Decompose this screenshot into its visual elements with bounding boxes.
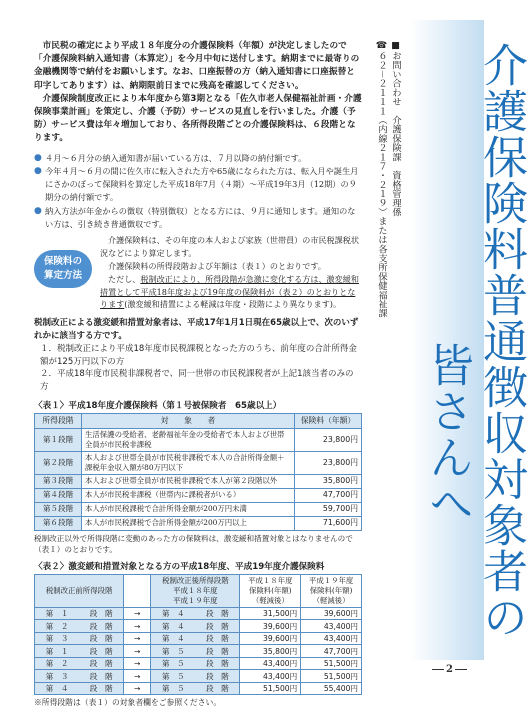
- table-cell: 第 ４: [151, 620, 196, 633]
- table2-caption: 〈表２〉激変緩和措置対象となる方の平成18年度、平成19年度介護保険料: [34, 561, 325, 572]
- calculation-section: [34, 234, 362, 311]
- table-cell: 第 ４: [151, 632, 196, 645]
- bullet-dot-icon: ●: [34, 166, 42, 177]
- bullet-dot-icon: ●: [34, 152, 42, 163]
- table-cell: →: [124, 682, 151, 695]
- table-row: [35, 502, 362, 516]
- calculation-text: 介護保険料は、その年度の本人および家族（世帯員）の市民税課税状況などにより算定します。 介護保険料の所得段階および年額は（表１）のとおりです。 ただし、税制改正により、所得段階が急激に変化する方は、激変緩和措置として平成18年度および19年度の保険料が（表２）のとおりとなります(激変緩和措置による軽減は年度・段階により異なります)。: [100, 235, 359, 310]
- table-cell: 39,600円: [240, 632, 301, 645]
- table-cell: 第 ２: [35, 657, 80, 670]
- table-cell: →: [124, 632, 151, 645]
- table-cell: →: [124, 670, 151, 683]
- table-cell: 第２段階: [35, 451, 82, 474]
- table-cell: 段 階: [79, 645, 124, 658]
- table-cell: →: [124, 645, 151, 658]
- table-cell: 51,500円: [240, 682, 301, 695]
- table-cell: 段 階: [79, 682, 124, 695]
- table-cell: 段 階: [79, 670, 124, 683]
- table-cell: 第 ５: [151, 682, 196, 695]
- table-cell: 段 階: [195, 645, 240, 658]
- table-cell: 本人および世帯全員が市民税非課税で本人の合計所得金額＋課税年金収入額が80万円以下: [82, 451, 295, 474]
- table-cell: 23,800円: [295, 451, 362, 474]
- table-cell: 第 ４: [151, 607, 196, 620]
- table1-caption: 〈表１〉平成18年度介護保険料（第１号被保険者 65歳以上）: [34, 400, 282, 411]
- table-cell: 段 階: [79, 620, 124, 633]
- table-cell: 第 ５: [151, 645, 196, 658]
- main-column: [34, 40, 362, 708]
- contact-line-2: ☎６２－２１１１（内線２１７・２１９）または各支所保健福祉課: [376, 40, 387, 318]
- table-cell: 第１段階: [35, 428, 82, 451]
- table-cell: 第 ５: [151, 657, 196, 670]
- table-cell: 段 階: [79, 607, 124, 620]
- table-cell: →: [124, 657, 151, 670]
- table-cell: 第６段階: [35, 516, 82, 530]
- intro-paragraph-2: 介護保険制度改正により本年度から第3期となる「佐久市老人保健福祉計画・介護保険事業計画」を策定し、介護（予防）サービスの見直しを行いました。介護（予防）サービス費は年々増加しており、各所得段階ごとの介護保険料は、６段階となります。: [34, 93, 362, 144]
- table-header: 保険料（年額）: [295, 413, 362, 428]
- table-cell: 第 ５: [151, 670, 196, 683]
- table-cell: 23,800円: [295, 428, 362, 451]
- intro-paragraph-1: 市民税の確定により平成１８年度分の介護保険料（年額）が決定しましたので「介護保険料納入通知書（本算定）」を今月中旬に送付します。納期までに最寄りの金融機関等で納付をお願いします。なお、口座振替の方（納入通知書に口座振替と印字してあります）は、納期限前日までに残高を確認してください。: [34, 41, 360, 91]
- table-row: [35, 632, 362, 645]
- table-header: 対 象 者: [82, 413, 295, 428]
- table-row: [35, 657, 362, 670]
- table-cell: 47,700円: [295, 488, 362, 502]
- table-cell: 第 ２: [35, 620, 80, 633]
- table-cell: 71,600円: [295, 516, 362, 530]
- contact-info: [362, 40, 410, 610]
- page-title: 介護保険料普通徴収対象者の 皆さんへ: [421, 42, 528, 640]
- eligibility-item: ２．平成18年度市民税非課税者で、同一世帯の市民税課税者が上記1該当者のみの方: [40, 369, 354, 393]
- table-row: [35, 620, 362, 633]
- bullet-list: [34, 152, 362, 231]
- table-cell: 本人が市民税非課税（世帯内に課税者がいる）: [82, 488, 295, 502]
- table-header: 税制改正後所得段階 平成１８年度 平成１９年度: [151, 574, 240, 607]
- table-cell: 生活保護の受給者、老齢福祉年金の受給者で本人および世帯全員が市民税非課税: [82, 428, 295, 451]
- table-row: [35, 607, 362, 620]
- table-cell: →: [124, 607, 151, 620]
- table-cell: 59,700円: [295, 502, 362, 516]
- table-cell: 35,800円: [295, 474, 362, 488]
- table-header: 平成１８年度 保険料(年額) （軽減後）: [240, 574, 301, 607]
- bullet-item: ● 納入方法が年金からの徴収（特別徴収）となる方には、９月に通知します。通知のない方は、引き続き普通徴収です。: [34, 205, 356, 229]
- table-cell: 35,800円: [240, 645, 301, 658]
- table-cell: 段 階: [79, 632, 124, 645]
- premium-table: [34, 413, 362, 531]
- table-cell: 段 階: [195, 682, 240, 695]
- bullet-item: ● ４月～６月分の納入通知書が届いている方は、７月以降の納付額です。: [34, 152, 307, 163]
- contact-line-1: ■お問い合わせ 介護保険課 資格管理係: [390, 40, 401, 217]
- table-cell: 43,400円: [240, 670, 301, 683]
- table-cell: 第 １: [35, 645, 80, 658]
- table-cell: 第 １: [35, 607, 80, 620]
- table-cell: 47,700円: [301, 645, 362, 658]
- calculation-badge: 保険料の 算定方法: [34, 250, 92, 288]
- table-cell: 51,500円: [301, 670, 362, 683]
- mitigation-table: [34, 574, 362, 696]
- title-band: [410, 20, 528, 660]
- eligibility-lead: 税制改正による激変緩和措置対象者は、平成17年1月1日現在65歳以上で、次のいずれかに該当する方です。: [34, 318, 359, 341]
- table-cell: 第 ４: [35, 682, 80, 695]
- table-row: [35, 670, 362, 683]
- table-cell: 段 階: [195, 670, 240, 683]
- table-cell: →: [124, 620, 151, 633]
- table-header: 税制改正前所得段階: [35, 574, 124, 607]
- table-header: 平成１９年度 保険料(年額) （軽減後）: [301, 574, 362, 607]
- table-cell: 本人および世帯全員が市民税非課税で本人が第２段階以外: [82, 474, 295, 488]
- table-row: [35, 474, 362, 488]
- table-row: [35, 428, 362, 451]
- table2-footnote: ※所得段階は（表１）の対象者欄をご参照ください。: [34, 698, 222, 708]
- table-cell: 51,500円: [301, 657, 362, 670]
- table-cell: 本人が市民税課税で合計所得金額が200万円以上: [82, 516, 295, 530]
- table-cell: 第４段階: [35, 488, 82, 502]
- eligibility-section: [34, 317, 362, 394]
- page-number: 2: [430, 664, 469, 675]
- table-cell: 第 ３: [35, 632, 80, 645]
- table-cell: 段 階: [195, 657, 240, 670]
- table-cell: 本人が市民税課税で合計所得金額が200万円未満: [82, 502, 295, 516]
- table-cell: 段 階: [195, 607, 240, 620]
- table-cell: 第３段階: [35, 474, 82, 488]
- table-cell: 31,500円: [240, 607, 301, 620]
- table-cell: 第５段階: [35, 502, 82, 516]
- table1-note: 税制改正以外で所得段階に変動のあった方の保険料は、激変緩和措置対象とはなりませんので（表１）のとおりです。: [34, 533, 353, 554]
- table-row: [35, 645, 362, 658]
- table-cell: 43,400円: [301, 632, 362, 645]
- table-cell: 段 階: [79, 657, 124, 670]
- table-cell: 55,400円: [301, 682, 362, 695]
- table-cell: 39,600円: [240, 620, 301, 633]
- table-row: [35, 516, 362, 530]
- eligibility-item: １．税制改正により平成18年度市民税課税となった方のうち、前年度の合計所得金額が125万円以下の方: [40, 343, 357, 367]
- table-row: [35, 488, 362, 502]
- table-cell: 43,400円: [301, 620, 362, 633]
- table-header: 所得段階: [35, 413, 82, 428]
- table-cell: 段 階: [195, 632, 240, 645]
- table-row: [35, 451, 362, 474]
- table-cell: 第 ３: [35, 670, 80, 683]
- table-cell: 段 階: [195, 620, 240, 633]
- table-cell: 39,600円: [301, 607, 362, 620]
- bullet-dot-icon: ●: [34, 205, 42, 216]
- table-row: [35, 682, 362, 695]
- bullet-item: ● 今年４月～６月の間に佐久市に転入された方や65歳になられた方は、転入月や誕生月にさかのぼって保険料を算定した平成18年7月（４期）～平成19年3月（12期）の９期分の納付額です。: [34, 166, 359, 203]
- table-cell: 43,400円: [240, 657, 301, 670]
